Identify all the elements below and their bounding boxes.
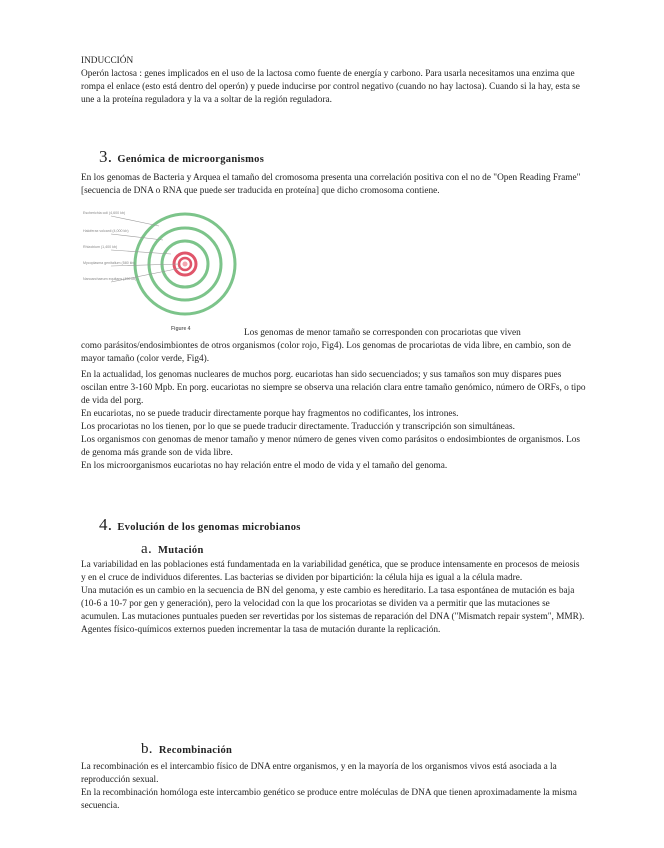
leader-line	[111, 250, 171, 254]
section-3-paragraph-6: Los organismos con genomas de menor tamaño y menor número de genes viven como parásitos o endosimbiontes de organismos. Los de genoma más grande son de vida libre.	[81, 435, 581, 458]
section-3-number: 3.	[99, 147, 113, 166]
subsection-b-letter: b.	[141, 741, 153, 757]
figure-label: Mycoplasma genitalium (580 kb)	[83, 261, 135, 265]
section-3-title: Genómica de microorganismos	[117, 154, 265, 165]
subsection-a-title: Mutación	[158, 545, 204, 556]
intro-text: Operón lactosa : genes implicados en el uso de la lactosa como fuente de energía y carbono. Para usarla necesitamos una enzima que rompa el enlace (esto está dentro del operón) y puede inducirse por control negativo (cuando no hay lactosa). Cuando si la hay, esta se une a la proteína reguladora y la va a soltar de la región reguladora.	[81, 69, 580, 105]
leader-line	[111, 216, 159, 226]
after-figure-text: Los genomas de menor tamaño se corresponden con procariotas que viven	[244, 328, 521, 338]
concentric-genome-diagram	[81, 206, 241, 336]
figure-label: Escherichia coli (4,600 kb)	[83, 211, 126, 215]
figure-label: Nanoarchaeum equitans (490 kb)	[83, 277, 137, 281]
leader-line	[111, 234, 163, 240]
ring-center	[183, 262, 188, 267]
figure-caption: Figure 4	[171, 326, 191, 332]
section-4-heading	[99, 515, 301, 535]
subsection-a-heading	[141, 541, 204, 558]
section-3-body	[81, 340, 586, 473]
section-3-paragraph-5: Los procariotas no los tienen, por lo que se puede traducir directamente. Traducción y transcripción son simultáneas.	[81, 422, 515, 432]
subsection-b-paragraph-1: La recombinación es el intercambio físico de DNA entre organismos, y en la mayoría de los organismos vivos está asociada a la reproducción sexual.	[81, 762, 557, 785]
section-3-paragraph-1: En los genomas de Bacteria y Arquea el tamaño del cromosoma presenta una correlación positiva con el no de "Open Reading Frame" [secuencia de DNA o RNA que puede ser traducida en proteína] que dicho cromosoma contiene.	[81, 173, 581, 196]
section-3-paragraph-2: como parásitos/endosimbiontes de otros organismos (color rojo, Fig4). Los genomas de procariotas de vida libre, en cambio, son de mayor tamaño (color verde, Fig4).	[81, 341, 571, 364]
section-4-number: 4.	[99, 515, 113, 534]
subsection-b-paragraph-2: En la recombinación homóloga este intercambio genético se produce entre moléculas de DNA que tienen aproximadamente la misma secuencia.	[81, 788, 577, 811]
section-3-paragraph-4: En eucariotas, no se puede traducir directamente porque hay fragmentos no codificantes, los intrones.	[81, 409, 459, 419]
subsection-a-paragraph-2: Una mutación es un cambio en la secuencia de BN del genoma, y este cambio es hereditario. La tasa espontánea de mutación es baja (10-6 a 10-7 por gen y generación), pero la velocidad con la que los procariotas se dividen va a permitir que las mutaciones se acumulen. Las mutaciones puntuales pueden ser revertidas por los sistemas de reparación del DNA ("Mismatch repair system", MMR). Agentes físico-químicos externos pueden incrementar la tasa de mutación durante la replicación.	[81, 586, 585, 635]
section-3-heading	[99, 147, 264, 167]
genome-size-figure	[81, 206, 241, 336]
intro-title: INDUCCIÓN	[81, 56, 134, 66]
section-3-paragraph-3: En la actualidad, los genomas nucleares de muchos porg. eucariotas han sido secuenciados; y sus tamaños son muy dispares pues oscilan entre 3-160 Mpb. En porg. eucariotas no siempre se observa una relación clara entre tamaño genómico, número de ORFs, o tipo de vida del porg.	[81, 370, 586, 406]
subsection-b-title: Recombinación	[158, 745, 233, 756]
section-4-title: Evolución de los genomas microbianos	[117, 522, 301, 533]
subsection-a-paragraph-1: La variabilidad en las poblaciones está fundamentada en la variabilidad genética, que se produce intensamente en procesos de meiosis y en el cruce de individuos diferentes. Las bacterias se dividen por bipartición: la célula hija es igual a la célula madre.	[81, 560, 580, 583]
section-3-intro	[81, 172, 586, 198]
figure-label: Rhizobium (1,400 kb)	[83, 245, 118, 249]
subsection-b-body	[81, 761, 586, 813]
section-3-paragraph-7: En los microorganismos eucariotas no hay relación entre el modo de vida y el tamaño del genoma.	[81, 461, 448, 471]
figure-label: Haloferax volcanii (4,000 kb)	[83, 229, 129, 233]
subsection-a-body	[81, 559, 586, 637]
subsection-b-heading	[141, 741, 232, 758]
intro-block	[81, 55, 586, 107]
subsection-a-letter: a.	[141, 541, 153, 557]
